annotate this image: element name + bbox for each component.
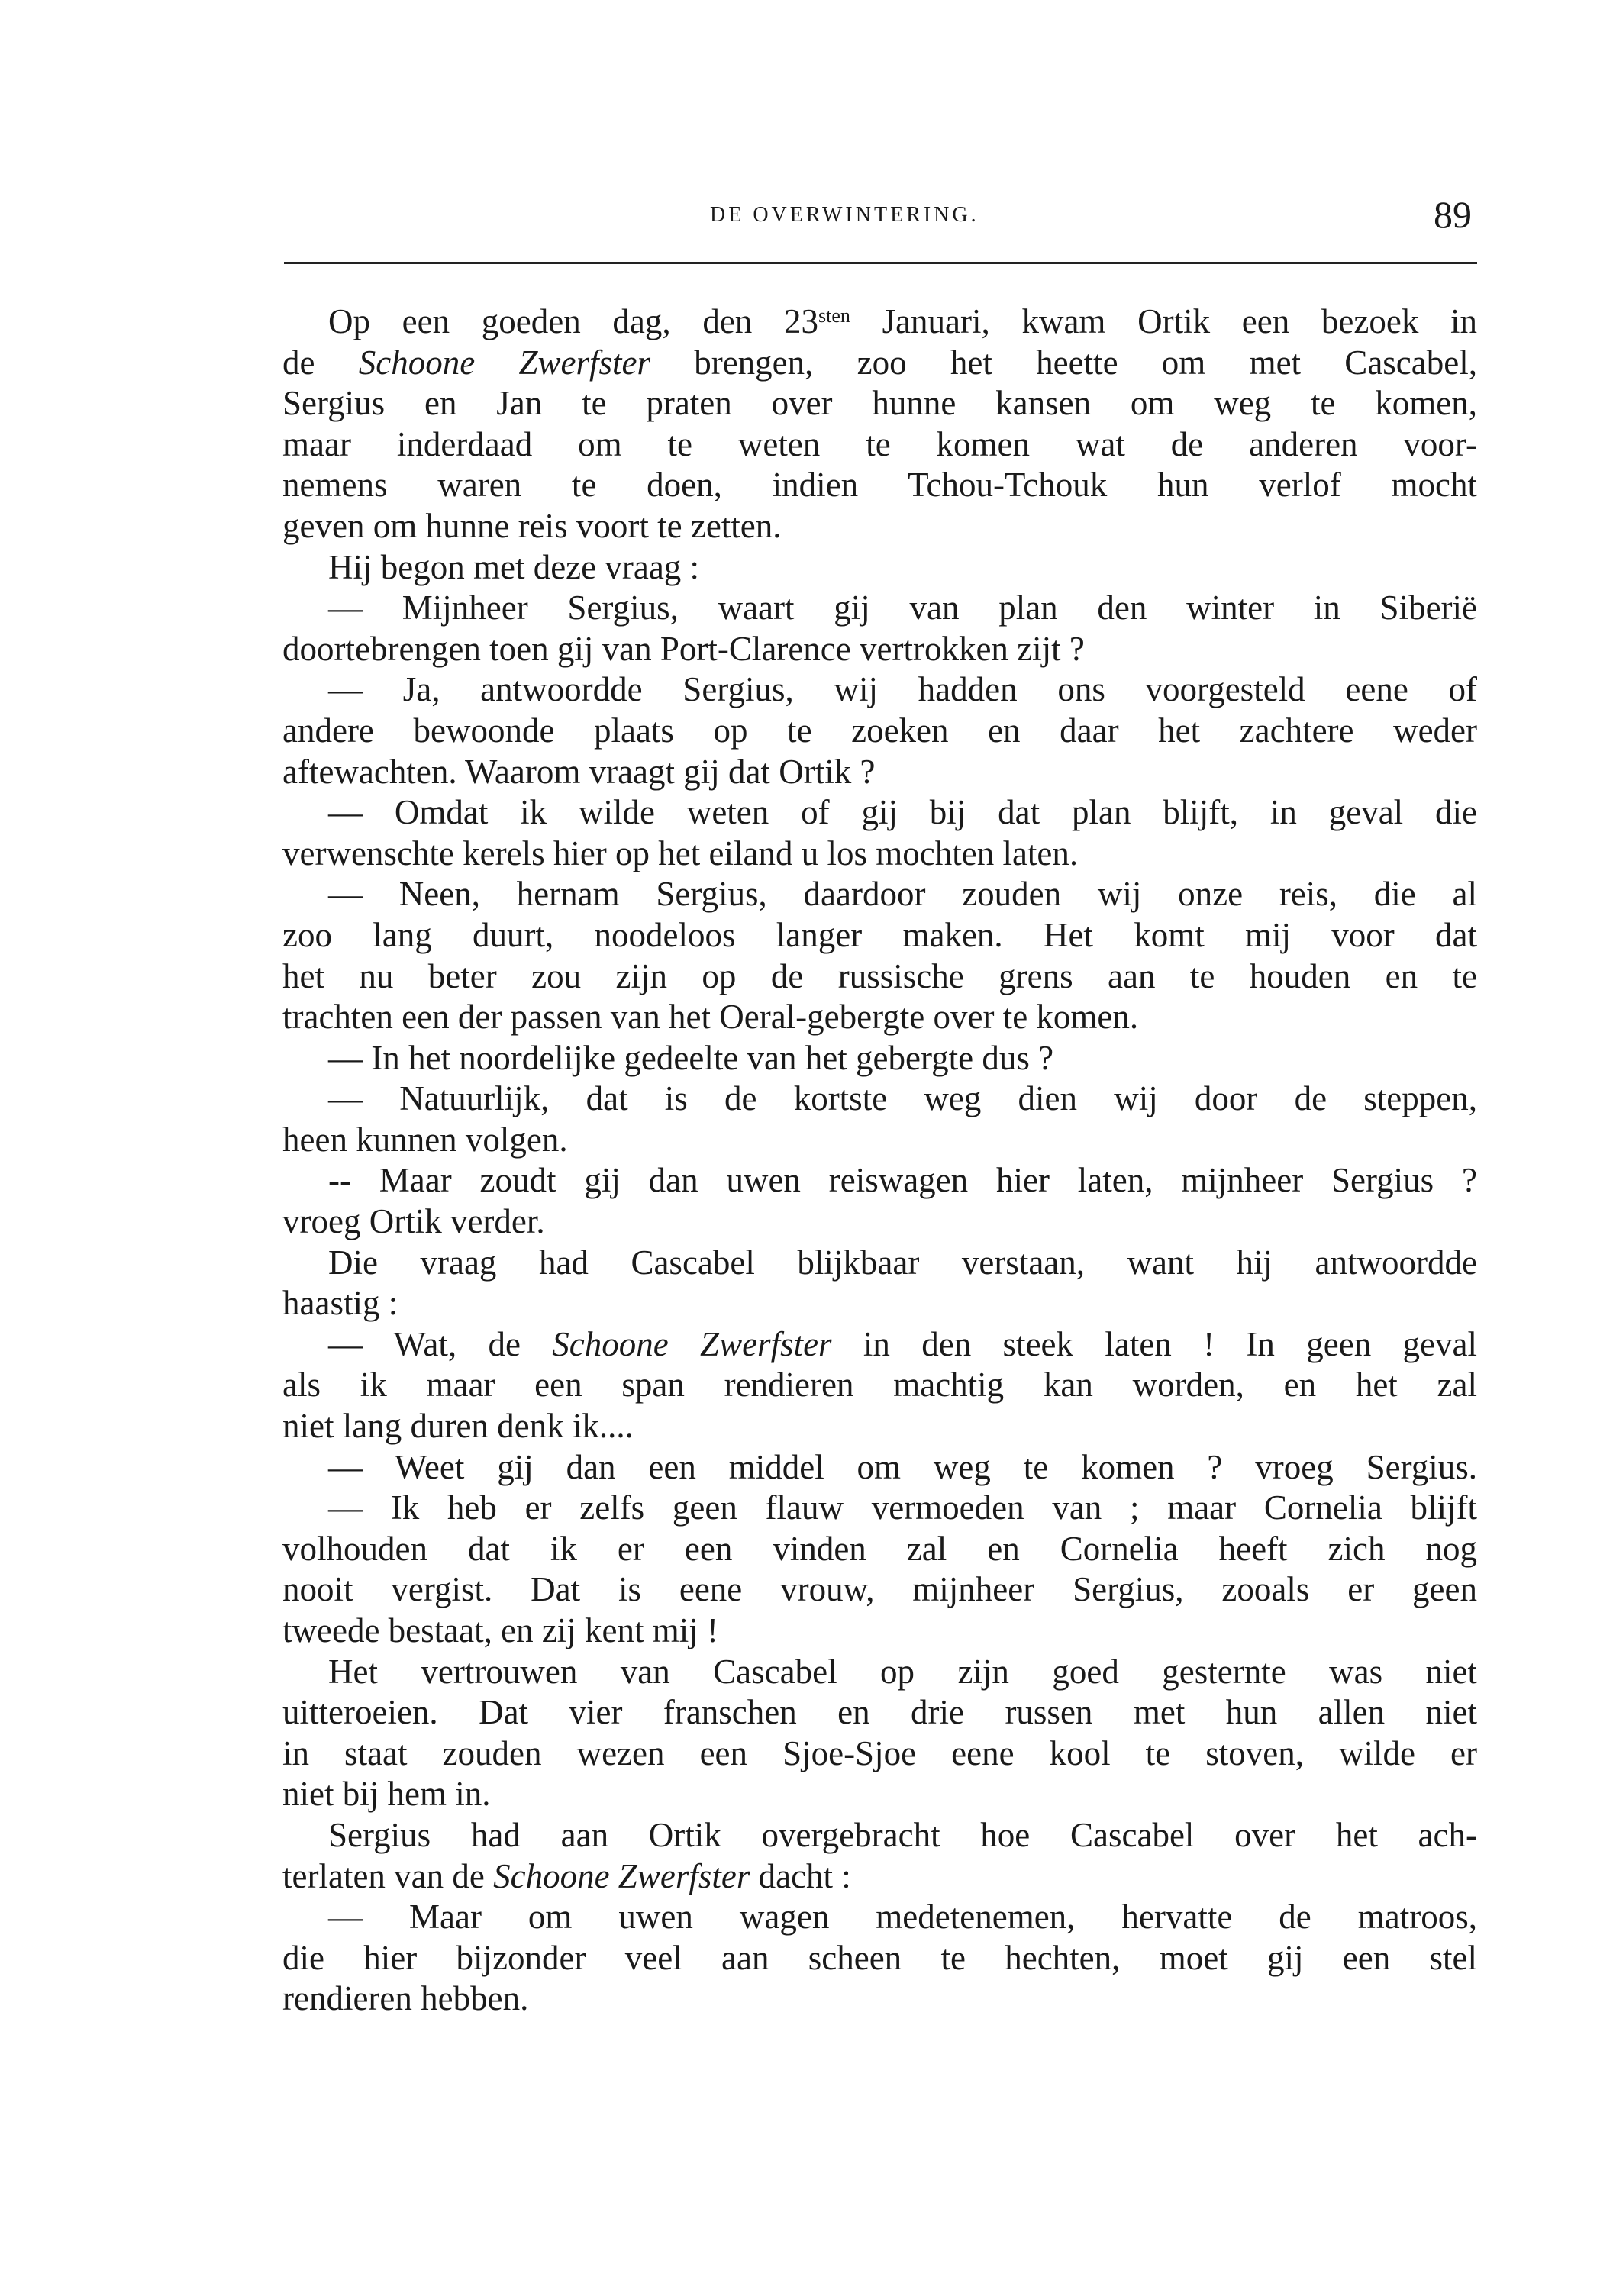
text-line: [282, 1897, 1477, 1938]
italic-title: Schoone Zwerfster: [358, 343, 650, 382]
line-text: trachten een der passen van het Oeral-gebergte over te komen.: [282, 998, 1139, 1037]
running-head-title: DE OVERWINTERING.: [710, 203, 979, 227]
line-text: -- Maar zoudt gij dan uwen reiswagen hier laten, mijnheer Sergius ?: [328, 1161, 1477, 1200]
line-text: — Weet gij dan een middel om weg te komen ? vroeg Sergius.: [328, 1447, 1477, 1486]
text-line: [282, 547, 1477, 589]
line-text: Sergius had aan Ortik overgebracht hoe Cascabel over het ach-: [328, 1815, 1477, 1854]
text-line: [282, 1529, 1477, 1570]
line-text: rendieren hebben.: [282, 1979, 529, 2018]
text-line: [282, 1038, 1477, 1079]
line-text: tweede bestaat, en zij kent mij !: [282, 1611, 719, 1649]
line-text: die hier bijzonder veel aan scheen te hechten, moet gij een stel: [282, 1938, 1477, 1977]
header-rule: [284, 262, 1477, 264]
running-head: [0, 193, 1613, 240]
line-text: niet bij hem in.: [282, 1775, 491, 1814]
line-text: — Neen, hernam Sergius, daardoor zouden wij onze reis, die al: [328, 875, 1477, 914]
line-text: het nu beter zou zijn op de russische grens aan te houden en te: [282, 956, 1477, 995]
text-line: [282, 711, 1477, 752]
line-text: — Omdat ik wilde weten of gij bij dat plan blijft, in geval die: [328, 793, 1477, 832]
line-text: nemens waren te doen, indien Tchou-Tchouk hun verlof mocht: [282, 466, 1477, 505]
line-text: Die vraag had Cascabel blijkbaar verstaan, want hij antwoordde: [328, 1243, 1477, 1282]
line-text: vroeg Ortik verder.: [282, 1202, 545, 1241]
text-line: [282, 1243, 1477, 1284]
line-text: — In het noordelijke gedeelte van het gebergte dus ?: [328, 1038, 1054, 1077]
line-text: Hij begon met deze vraag :: [328, 547, 700, 586]
text-line: [282, 588, 1477, 629]
text-line: [282, 1774, 1477, 1815]
line-text: in staat zouden wezen een Sjoe-Sjoe eene kool te stoven, wilde er: [282, 1733, 1477, 1772]
text-line: [282, 874, 1477, 915]
page-number: 89: [1434, 193, 1472, 236]
text-line: [282, 1569, 1477, 1611]
text-line: [282, 629, 1477, 670]
line-text: Op een goeden dag, den 23: [328, 302, 818, 340]
line-text: brengen, zoo het heette om met Cascabel,: [650, 343, 1477, 382]
line-text: volhouden dat ik er een vinden zal en Cornelia heeft zich nog: [282, 1529, 1477, 1568]
text-line: [282, 424, 1477, 466]
line-text: dacht :: [750, 1856, 851, 1895]
line-text: geven om hunne reis voort te zetten.: [282, 506, 782, 545]
line-text: Het vertrouwen van Cascabel op zijn goed gesternte was niet: [328, 1652, 1477, 1691]
line-text: heen kunnen volgen.: [282, 1120, 568, 1159]
line-text: — Mijnheer Sergius, waart gij van plan den winter in Siberië: [328, 589, 1477, 627]
text-line: [282, 1978, 1477, 2020]
text-line: [282, 1406, 1477, 1447]
text-line: [282, 1283, 1477, 1324]
text-line: [282, 1324, 1477, 1366]
line-text: — Ja, antwoordde Sergius, wij hadden ons voorgesteld eene of: [328, 670, 1477, 709]
line-text: nooit vergist. Dat is eene vrouw, mijnheer Sergius, zooals er geen: [282, 1570, 1477, 1609]
line-text: niet lang duren denk ik....: [282, 1407, 634, 1446]
line-text: — Ik heb er zelfs geen flauw vermoeden van ; maar Cornelia blijft: [328, 1488, 1477, 1527]
line-text: in den steek laten ! In geen geval: [831, 1324, 1477, 1363]
text-line: [282, 1201, 1477, 1243]
italic-title: Schoone Zwerfster: [552, 1324, 832, 1363]
line-text: terlaten van de: [282, 1856, 494, 1895]
text-line: [282, 506, 1477, 547]
text-line: [282, 1365, 1477, 1406]
italic-title: Schoone Zwerfster: [493, 1856, 750, 1895]
line-text: verwenschte kerels hier op het eiland u los mochten laten.: [282, 834, 1079, 872]
line-text: andere bewoonde plaats op te zoeken en daar het zachtere weder: [282, 711, 1477, 750]
line-text: Januari, kwam Ortik een bezoek in: [850, 302, 1477, 340]
line-text: — Wat, de: [328, 1324, 553, 1363]
text-line: [282, 343, 1477, 384]
text-line: [282, 465, 1477, 506]
text-line: [282, 915, 1477, 956]
line-text: de: [282, 343, 359, 382]
text-line: [282, 1488, 1477, 1529]
text-line: [282, 1856, 1477, 1898]
line-text: — Maar om uwen wagen medetenemen, hervatte de matroos,: [328, 1898, 1477, 1936]
body-text: [282, 302, 1477, 2020]
text-line: [282, 792, 1477, 834]
text-line: [282, 834, 1477, 875]
text-line: [282, 1938, 1477, 1979]
text-line: [282, 1652, 1477, 1693]
text-line: [282, 997, 1477, 1038]
superscript: sten: [818, 305, 850, 327]
text-line: [282, 1079, 1477, 1120]
text-line: [282, 1120, 1477, 1161]
text-line: [282, 1447, 1477, 1488]
line-text: aftewachten. Waarom vraagt gij dat Ortik ?: [282, 752, 876, 791]
line-text: maar inderdaad om te weten te komen wat de anderen voor-: [282, 424, 1477, 463]
line-text: zoo lang duurt, noodeloos langer maken. Het komt mij voor dat: [282, 915, 1477, 954]
text-line: [282, 1733, 1477, 1775]
text-line: [282, 1160, 1477, 1201]
text-line: [282, 1611, 1477, 1652]
line-text: uitteroeien. Dat vier franschen en drie russen met hun allen niet: [282, 1693, 1477, 1732]
text-line: [282, 956, 1477, 998]
line-text: — Natuurlijk, dat is de kortste weg dien wij door de steppen,: [328, 1079, 1477, 1118]
text-line: [282, 669, 1477, 711]
line-text: Sergius en Jan te praten over hunne kansen om weg te komen,: [282, 384, 1477, 423]
line-text: als ik maar een span rendieren machtig kan worden, en het zal: [282, 1366, 1477, 1404]
line-text: doortebrengen toen gij van Port-Clarence vertrokken zijt ?: [282, 629, 1085, 668]
text-line: [282, 1815, 1477, 1856]
text-line: [282, 383, 1477, 424]
text-line: [282, 302, 1477, 343]
text-line: [282, 752, 1477, 793]
text-line: [282, 1692, 1477, 1733]
line-text: haastig :: [282, 1284, 398, 1323]
